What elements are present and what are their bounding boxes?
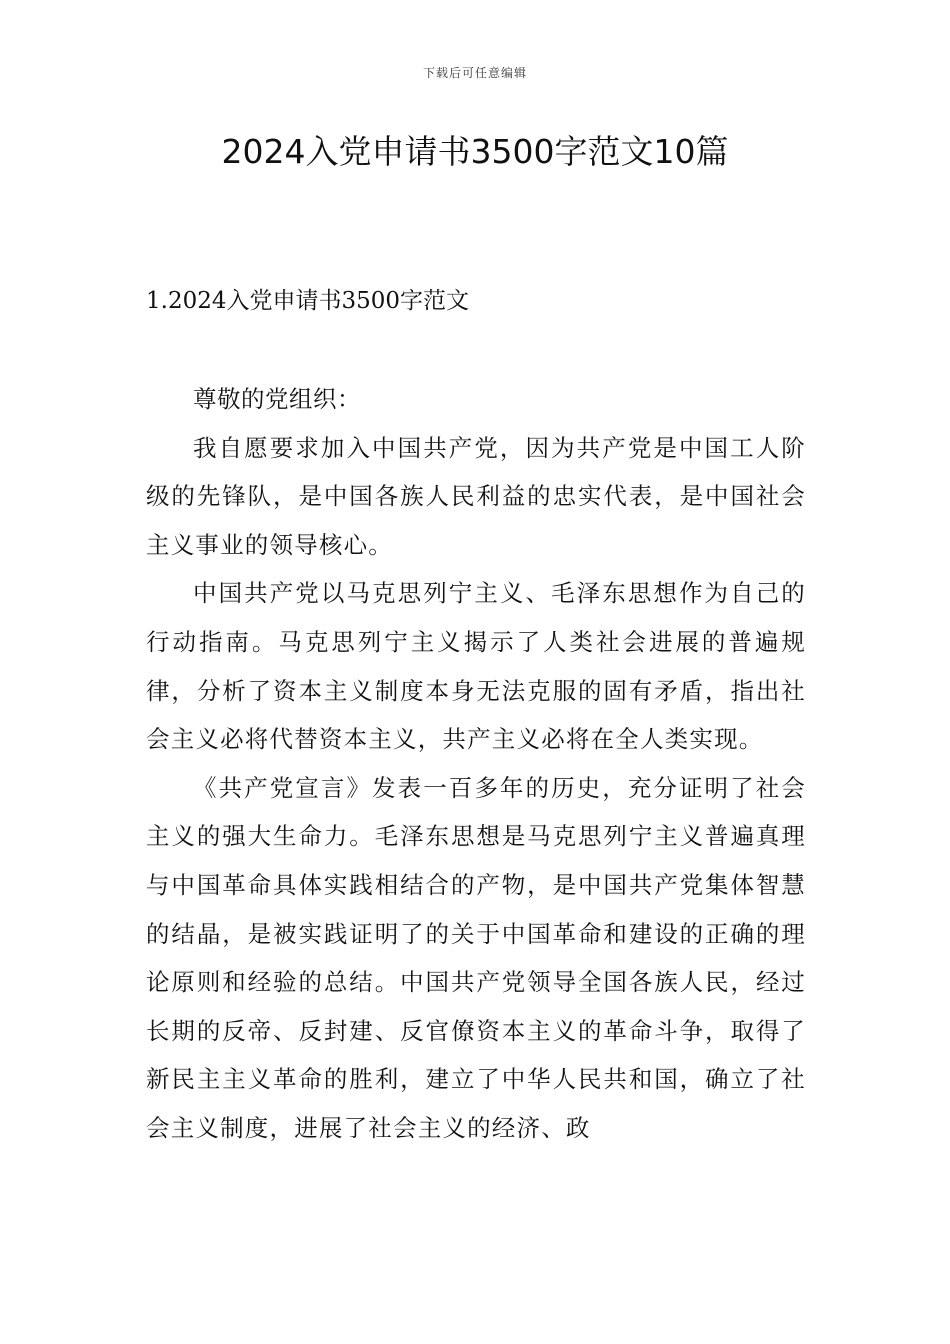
- salutation: 尊敬的党组织：: [193, 385, 361, 413]
- document-title: 2024入党申请书3500字范文10篇: [221, 132, 729, 171]
- section-heading: 1.2024入党申请书3500字范文: [146, 288, 470, 314]
- paragraph-1: 我自愿要求加入中国共产党，因为共产党是中国工人阶级的先锋队，是中国各族人民利益的忠实代表，是中国社会主义事业的领导核心。: [146, 433, 806, 559]
- header-note: 下载后可任意编辑: [422, 66, 527, 80]
- document-body: [146, 375, 806, 1153]
- paragraph-3: 《共产党宣言》发表一百多年的历史，充分证明了社会主义的强大生命力。毛泽东思想是马克思列宁主义普遍真理与中国革命具体实践相结合的产物，是中国共产党集体智慧的结晶，是被实践证明了的关于中国革命和建设的正确的理论原则和经验的总结。中国共产党领导全国各族人民，经过长期的反帝、反封建、反官僚资本主义的革命斗争，取得了新民主主义革命的胜利，建立了中华人民共和国，确立了社会主义制度，进展了社会主义的经济、政: [146, 773, 806, 1142]
- paragraph-2: 中国共产党以马克思列宁主义、毛泽东思想作为自己的行动指南。马克思列宁主义揭示了人类社会进展的普遍规律，分析了资本主义制度本身无法克服的固有矛盾，指出社会主义必将代替资本主义，共产主义必将在全人类实现。: [146, 579, 806, 754]
